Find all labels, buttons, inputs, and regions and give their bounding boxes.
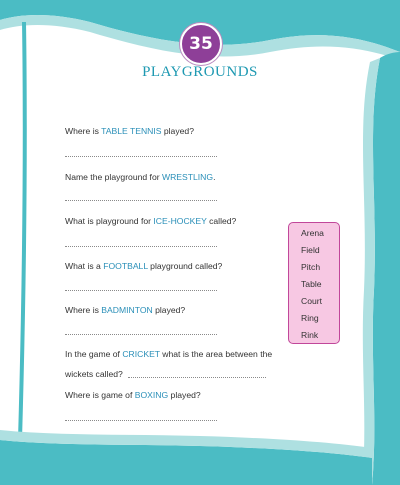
keyword: WRESTLING — [161, 172, 214, 182]
left-edge — [18, 22, 27, 440]
question-4: What is a FOOTBALL playground called? — [65, 261, 223, 271]
answer-line-6[interactable] — [128, 377, 266, 378]
question-2: Name the playground for WRESTLING. — [65, 172, 216, 182]
answer-line-4[interactable] — [65, 290, 217, 291]
word-bank-item: Rink — [301, 330, 319, 340]
page-title: PLAYGROUNDS — [142, 64, 258, 80]
word-bank-item: Table — [301, 279, 322, 289]
word-bank-item: Ring — [301, 313, 319, 323]
keyword: TABLE TENNIS — [101, 126, 162, 136]
answer-line-7[interactable] — [65, 420, 217, 421]
page-number: 35 — [189, 34, 213, 54]
word-bank-item: Court — [301, 296, 323, 306]
keyword: FOOTBALL — [103, 261, 148, 271]
word-bank-item: Field — [301, 245, 320, 255]
answer-line-3[interactable] — [65, 246, 217, 247]
answer-line-5[interactable] — [65, 334, 217, 335]
word-bank — [288, 222, 340, 344]
word-bank-item: Pitch — [301, 262, 321, 272]
word-bank-item: Arena — [301, 228, 324, 238]
keyword: BOXING — [134, 390, 169, 400]
keyword: ICE-HOCKEY — [153, 216, 207, 226]
question-6: In the game of CRICKET what is the area between the — [65, 349, 273, 359]
answer-line-1[interactable] — [65, 156, 217, 157]
keyword: CRICKET — [122, 349, 160, 359]
question-1: Where is TABLE TENNIS played? — [65, 126, 194, 136]
question-6-line-2: wickets called? — [65, 369, 123, 379]
right-band-dark — [372, 52, 400, 485]
page-number-badge — [180, 23, 222, 65]
keyword: BADMINTON — [101, 305, 153, 315]
question-5: Where is BADMINTON played? — [65, 305, 186, 315]
question-7: Where is game of BOXING played? — [65, 390, 201, 400]
question-3: What is playground for ICE-HOCKEY called? — [65, 216, 237, 226]
answer-line-2[interactable] — [65, 200, 217, 201]
